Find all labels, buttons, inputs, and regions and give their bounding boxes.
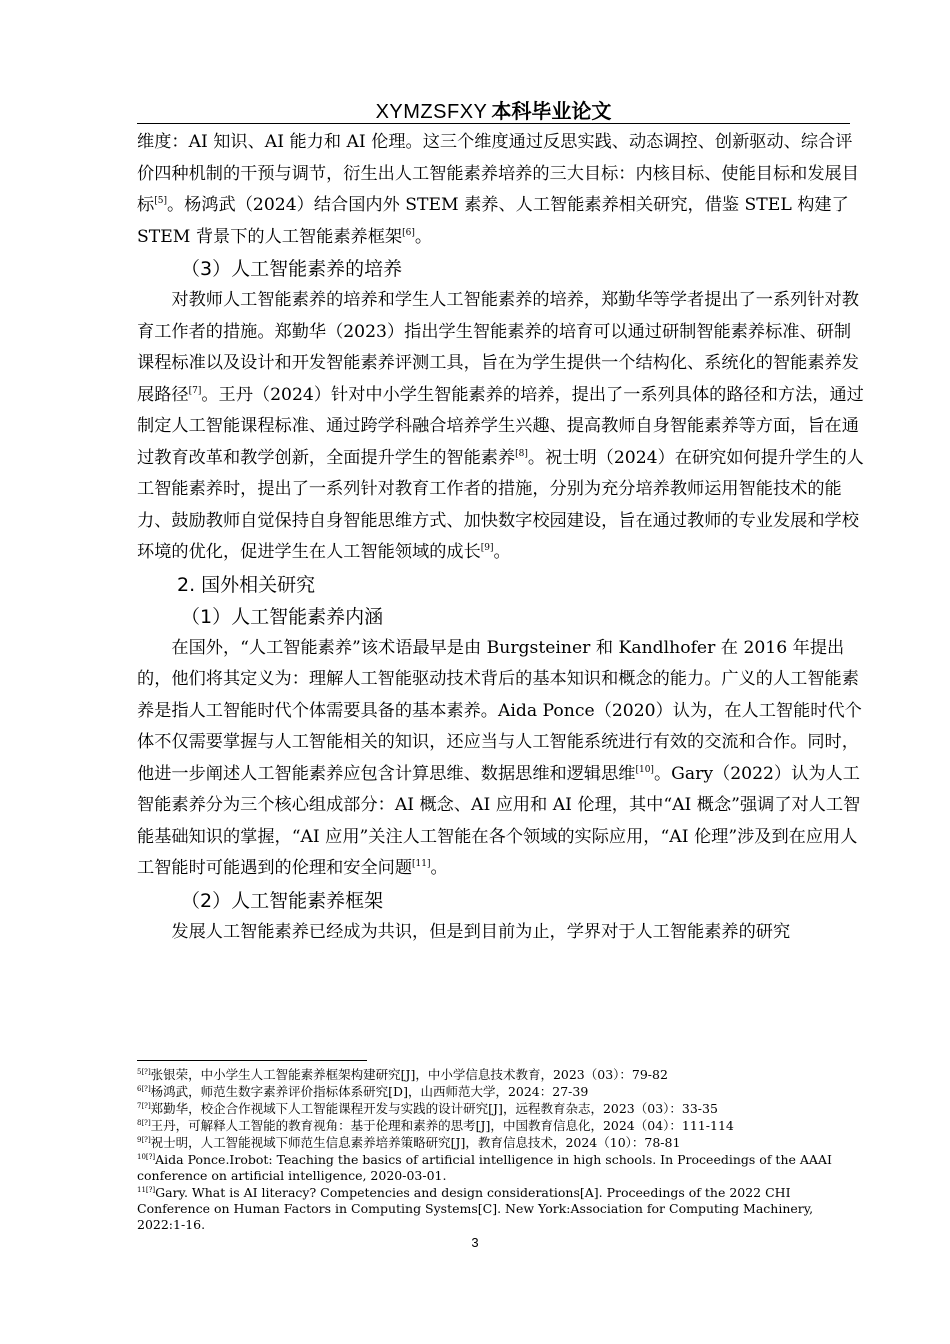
header-rule [137,123,850,124]
footnote: $^{6[?]}$杨鸿武，师范生数字素养评价指标体系研究[D]，山西师范大学，2024：27-39 [137,1084,589,1099]
citation-8: [8] [515,448,528,459]
footnote: $^{9[?]}$祝士明，人工智能视域下师范生信息素养培养策略研究[J]，教育信息技术，2024（10）：78-81 [137,1135,681,1150]
citation-5: [5] [154,196,167,206]
citation-7: [7] [188,385,202,396]
header-code: XYMZSFXY [375,101,488,123]
heading-connotation: （1）人工智能素养内涵 [181,605,384,628]
paragraph-cultivation: 对教师人工智能素养的培养和学生人工智能素养的培养，郑勤华等学者提出了一系列针对教育工作者的措施。郑勤华（2023）指出学生智能素养的培育可以通过研制智能素养标准、研制课程标准以及设计和开发智能素养评测工具，旨在为学生提供一个结构化、系统化的智能素养发展路径[7]。王丹（2024）针对中小学生智能素养的培养，提出了一系列具体的路径和方法，通过制定人工智能课程标准、通过跨学科融合培养学生兴趣、提高教师自身智能素养等方面，旨在通过教育改革和教学创新，全面提升学生的智能素养[8]。祝士明（2024）在研究如何提升学生的人工智能素养时，提出了一系列针对教育工作者的措施，分别为充分培养教师运用智能技术的能力、鼓励教师自觉保持自身智能思维方式、加快数字校园建设，旨在通过教师的专业发展和学校环境的优化，促进学生在人工智能领域的成长[9]。 [137,290,864,562]
heading-framework: （2）人工智能素养框架 [181,889,384,912]
footnote: $^{7[?]}$郑勤华，校企合作视域下人工智能课程开发与实践的设计研究[J]，远程教育杂志，2023（03）：33-35 [137,1101,718,1116]
citation-10: [10] [635,764,654,775]
heading-foreign-research: 2. 国外相关研究 [177,573,316,596]
header-title: 本科毕业论文 [491,99,612,123]
paragraph-framework: 发展人工智能素养已经成为共识，但是到目前为止，学界对于人工智能素养的研究 [171,921,791,942]
page-number: 3 [471,1235,479,1250]
page-header [137,98,850,125]
footnote-separator [137,1060,367,1061]
footnote: $^{10[?]}$Aida Ponce.Irobot: Teaching the basics of artificial intelligence in high schools. In Proceedings of the AAAI conference on artificial intelligence, 2020-03-01. [137,1152,832,1183]
footnote: $^{8[?]}$王丹，可解释人工智能的教育视角：基于伦理和素养的思考[J]，中国教育信息化，2024（04）：111-114 [137,1118,734,1133]
paragraph-continued: 维度：AI 知识、AI 能力和 AI 伦理。这三个维度通过反思实践、动态调控、创新驱动、综合评价四种机制的干预与调节，衍生出人工智能素养培养的三大目标：内核目标、使能目标和发展目标[5]。杨鸿武（2024）结合国内外 STEM 素养、人工智能素养相关研究，借鉴 STEL 构建了 STEM 背景下的人工智能素养框架[6]。 [137,132,859,247]
body-text [137,127,865,948]
footnote: $^{11[?]}$Gary. What is AI literacy? Competencies and design considerations[A]. Proceedings of the 2022 CHI Conference on Human Factors in Computing Systems[C]. New York:Association for Computing Machinery, 2022:1-16. [137,1185,814,1232]
heading-cultivation: （3）人工智能素养的培养 [181,258,403,280]
footnotes [137,1067,850,1234]
citation-6: [6] [402,227,415,238]
citation-9: [9] [480,543,494,553]
paragraph-connotation: 在国外，“人工智能素养”该术语最早是由 Burgsteiner 和 Kandlhofer 在 2016 年提出的，他们将其定义为：理解人工智能驱动技术背后的基本知识和概念的能力。广义的人工智能素养是指人工智能时代个体需要具备的基本素养。Aida Ponce（2020）认为，在人工智能时代个体不仅需要掌握与人工智能相关的知识，还应当与人工智能系统进行有效的交流和合作。同时，他进一步阐述人工智能素养应包含计算思维、数据思维和逻辑思维[10]。Gary（2022）认为人工智能素养分为三个核心组成部分：AI 概念、AI 应用和 AI 伦理，其中“AI 概念”强调了对人工智能基础知识的掌握，“AI 应用”关注人工智能在各个领域的实际应用，“AI 伦理”涉及到在应用人工智能时可能遇到的伦理和安全问题[11]。 [137,637,862,878]
footnote: $^{5[?]}$张银荣，中小学生人工智能素养框架构建研究[J]，中小学信息技术教育，2023（03）：79-82 [137,1067,668,1082]
citation-11: [11] [412,859,431,869]
